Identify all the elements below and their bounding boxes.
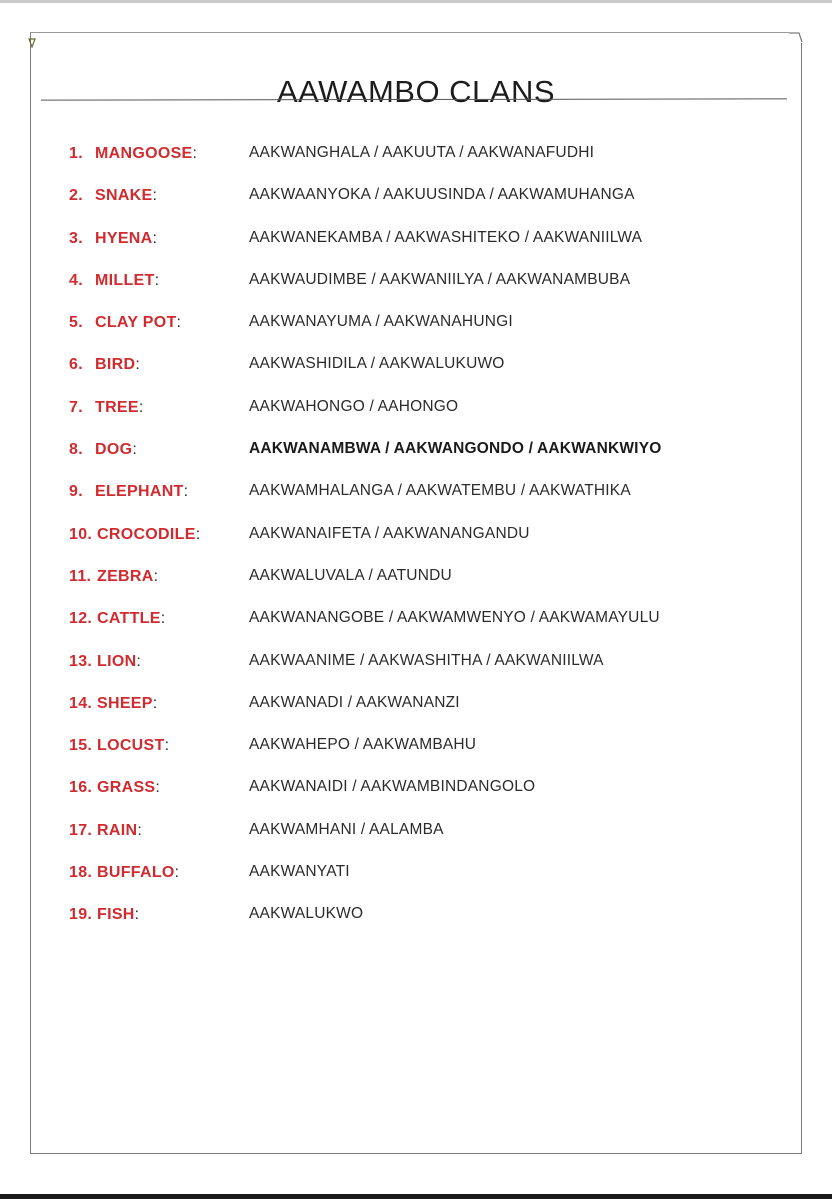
clan-number: 19. <box>69 906 93 924</box>
clan-name <box>95 441 137 459</box>
clan-name <box>95 399 144 417</box>
clan-row <box>69 272 789 314</box>
clan-row <box>69 483 789 525</box>
clan-subclans: AAKWANAIFETA / AAKWANANGANDU <box>249 524 530 542</box>
clan-name-text: SHEEP <box>97 694 153 712</box>
clan-number: 17. <box>69 821 93 839</box>
pin-mark-icon <box>28 35 36 45</box>
clan-colon: : <box>135 356 141 374</box>
clan-number: 15. <box>69 737 93 755</box>
clan-number: 6. <box>69 356 83 374</box>
clan-name <box>95 187 157 205</box>
clan-name-text: BIRD <box>95 356 136 374</box>
clan-name-text: SNAKE <box>95 187 153 205</box>
clan-name-text: CLAY POT <box>95 314 177 332</box>
clan-name-text: CATTLE <box>97 610 161 628</box>
clan-number: 18. <box>69 864 93 882</box>
clan-name-text: RAIN <box>97 821 138 839</box>
clan-subclans: AAKWALUKWO <box>249 905 364 923</box>
clan-list <box>69 145 789 949</box>
clan-subclans: AAKWANGHALA / AAKUUTA / AAKWANAFUDHI <box>249 144 595 161</box>
clan-name <box>97 822 142 840</box>
clan-subclans: AAKWAHEPO / AAKWAMBAHU <box>249 736 477 754</box>
clan-name-text: ZEBRA <box>97 567 154 585</box>
clan-name-text: FISH <box>97 906 135 924</box>
clan-name-text: DOG <box>95 441 133 459</box>
clan-name-text: HYENA <box>95 229 153 247</box>
page-title: AAWAMBO CLANS <box>276 73 556 109</box>
clan-name <box>95 483 188 501</box>
clan-subclans: AAKWASHIDILA / AAKWALUKUWO <box>249 355 505 373</box>
clan-colon: : <box>183 483 189 501</box>
clan-subclans: AAKWAMHALANGA / AAKWATEMBU / AAKWATHIKA <box>249 482 631 500</box>
scan-bottom-edge <box>0 1194 832 1199</box>
clan-subclans: AAKWAANIME / AAKWASHITHA / AAKWANIILWA <box>249 651 604 669</box>
clan-colon: : <box>154 271 160 289</box>
clan-subclans: AAKWAHONGO / AAHONGO <box>249 397 459 415</box>
clan-row <box>69 779 789 821</box>
clan-colon: : <box>153 567 159 585</box>
clan-name <box>95 145 197 163</box>
clan-name <box>97 737 169 755</box>
clan-row <box>69 230 789 272</box>
clan-name <box>97 779 160 797</box>
document-page <box>30 32 802 1154</box>
clan-name-text: LOCUST <box>97 737 165 755</box>
clan-colon: : <box>164 737 170 755</box>
clan-number: 11. <box>69 567 92 585</box>
clan-name-text: GRASS <box>97 779 156 797</box>
clan-row <box>69 737 789 779</box>
clan-name <box>97 526 200 544</box>
clan-name-text: ELEPHANT <box>95 483 184 501</box>
clan-subclans: AAKWANYATI <box>249 863 350 881</box>
clan-number: 10. <box>69 525 93 543</box>
clan-row <box>69 187 789 229</box>
clan-name <box>97 610 165 628</box>
clan-subclans: AAKWANAMBWA / AAKWANGONDO / AAKWANKWIYO <box>249 440 662 458</box>
clan-subclans: AAKWANAYUMA / AAKWANAHUNGI <box>249 313 513 331</box>
clan-name <box>95 230 157 248</box>
folded-corner-icon <box>789 31 803 43</box>
clan-row <box>69 864 789 906</box>
clan-name-text: BUFFALO <box>97 864 175 882</box>
clan-colon: : <box>152 187 158 205</box>
clan-subclans: AAKWANADI / AAKWANANZI <box>249 693 460 711</box>
clan-row <box>69 526 789 568</box>
clan-colon: : <box>136 652 142 670</box>
clan-colon: : <box>176 314 182 332</box>
clan-row <box>69 906 789 948</box>
clan-number: 5. <box>69 314 83 332</box>
clan-row <box>69 610 789 652</box>
clan-number: 3. <box>69 229 83 247</box>
clan-name <box>97 695 158 713</box>
clan-number: 9. <box>69 483 83 501</box>
clan-row <box>69 314 789 356</box>
clan-subclans: AAKWALUVALA / AATUNDU <box>249 566 452 584</box>
clan-subclans: AAKWAMHANI / AALAMBA <box>249 820 444 838</box>
clan-number: 1. <box>69 145 83 162</box>
scan-top-edge <box>0 0 832 3</box>
clan-number: 7. <box>69 398 83 416</box>
clan-name <box>95 356 140 374</box>
clan-colon: : <box>152 694 158 712</box>
clan-colon: : <box>192 145 198 162</box>
clan-colon: : <box>160 610 166 628</box>
clan-row <box>69 653 789 695</box>
clan-row <box>69 695 789 737</box>
clan-number: 14. <box>69 694 93 712</box>
clan-colon: : <box>155 779 161 797</box>
clan-name-text: TREE <box>95 398 139 416</box>
clan-number: 8. <box>69 441 83 459</box>
clan-number: 2. <box>69 187 83 205</box>
clan-colon: : <box>174 864 180 882</box>
clan-row <box>69 399 789 441</box>
clan-colon: : <box>132 441 138 459</box>
clan-name <box>97 568 158 586</box>
clan-row <box>69 822 789 864</box>
clan-name-text: LION <box>97 652 137 670</box>
clan-name <box>97 864 179 882</box>
clan-subclans: AAKWAANYOKA / AAKUUSINDA / AAKWAMUHANGA <box>249 186 635 204</box>
clan-row <box>69 356 789 398</box>
clan-name <box>97 653 141 671</box>
clan-name <box>95 272 159 290</box>
clan-subclans: AAKWAUDIMBE / AAKWANIILYA / AAKWANAMBUBA <box>249 270 631 288</box>
clan-subclans: AAKWANEKAMBA / AAKWASHITEKO / AAKWANIILWA <box>249 228 643 246</box>
clan-colon: : <box>152 229 158 247</box>
clan-subclans: AAKWANANGOBE / AAKWAMWENYO / AAKWAMAYULU <box>249 609 660 627</box>
clan-subclans: AAKWANAIDI / AAKWAMBINDANGOLO <box>249 778 536 796</box>
clan-number: 13. <box>69 652 93 670</box>
clan-row <box>69 441 789 483</box>
clan-number: 16. <box>69 779 93 797</box>
clan-number: 12. <box>69 610 93 628</box>
clan-colon: : <box>134 906 140 924</box>
clan-name-text: MILLET <box>95 271 155 289</box>
clan-row <box>69 568 789 610</box>
clan-name-text: CROCODILE <box>97 525 196 543</box>
clan-row <box>69 145 789 187</box>
clan-name <box>97 906 139 924</box>
clan-number: 4. <box>69 271 83 289</box>
clan-name <box>95 314 181 332</box>
clan-colon: : <box>138 398 144 416</box>
clan-colon: : <box>195 525 201 543</box>
clan-name-text: MANGOOSE <box>95 145 193 162</box>
clan-colon: : <box>137 821 143 839</box>
